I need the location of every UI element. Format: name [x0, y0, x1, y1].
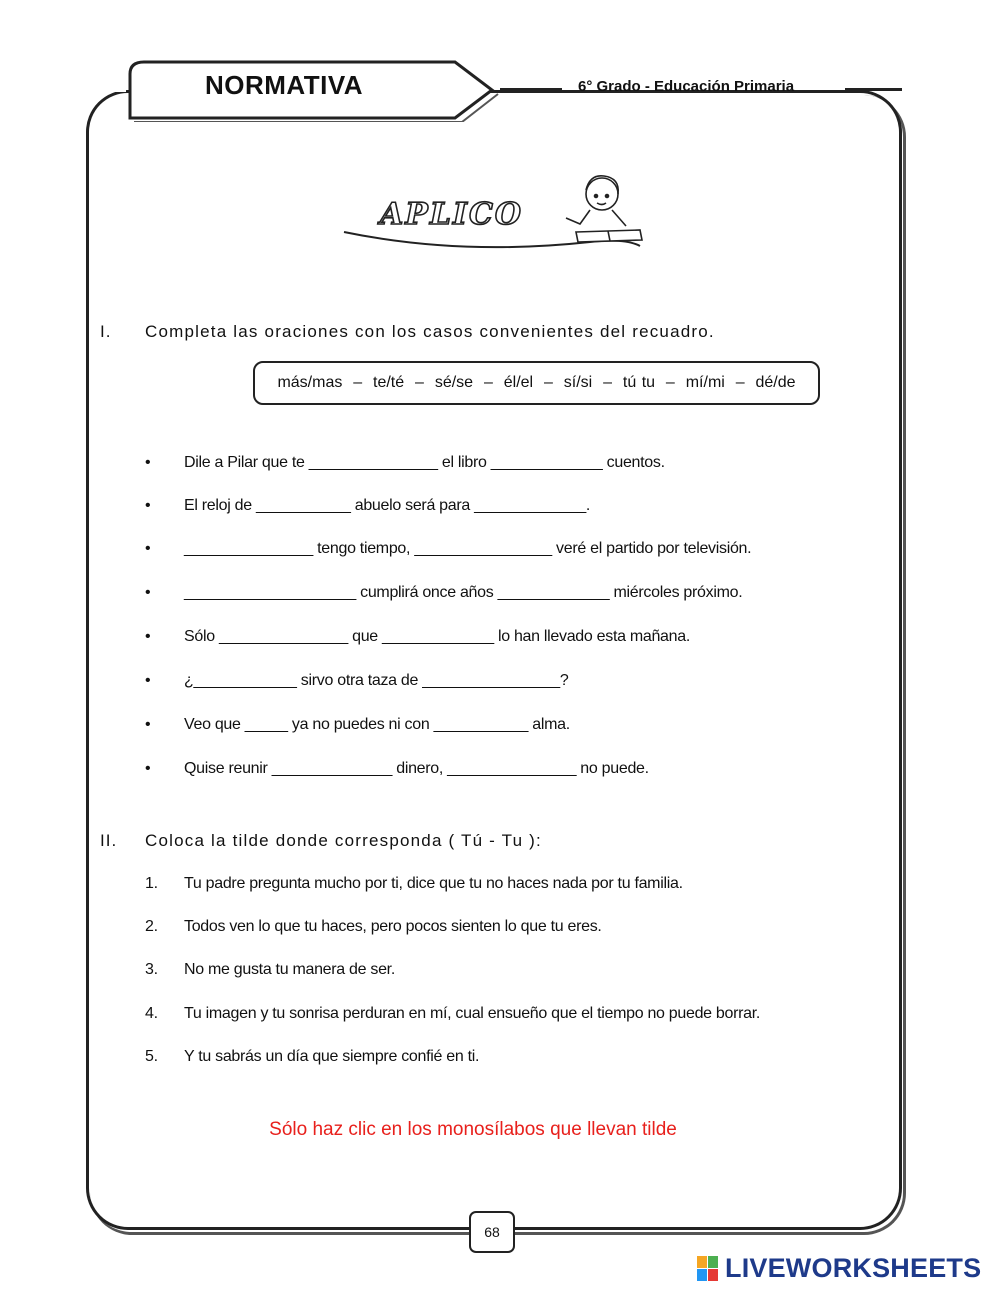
grade-label: 6° Grado - Educación Primaria — [578, 78, 795, 95]
item-text[interactable]: Tu padre pregunta mucho por ti, dice que tu no haces nada por tu familia. — [184, 875, 683, 892]
sentence-text: ¿____________ sirvo otra taza de ________________? — [184, 672, 569, 689]
item-number: 2. — [145, 918, 158, 935]
bullet: • — [145, 716, 151, 733]
item-number: 5. — [145, 1048, 158, 1065]
sentence-row[interactable] — [145, 760, 649, 778]
header-rule-right — [845, 88, 902, 91]
sentence-text: Quise reunir ______________ dinero, _______________ no puede. — [184, 760, 649, 777]
header-rule-left — [500, 88, 562, 91]
sentence-text: El reloj de ___________ abuelo será para _____________. — [184, 497, 591, 514]
sentence-row[interactable] — [145, 497, 590, 515]
item-text[interactable]: Todos ven lo que tu haces, pero pocos sienten lo que tu eres. — [184, 918, 602, 935]
sentence-text: Sólo _______________ que _____________ lo han llevado esta mañana. — [184, 628, 690, 645]
item-number: 1. — [145, 875, 158, 892]
header-gap — [86, 89, 126, 92]
page-title: NORMATIVA — [205, 70, 364, 100]
section2-instruction: Coloca la tilde donde corresponda ( Tú - Tu ): — [145, 831, 542, 850]
item-text[interactable]: Tu imagen y tu sonrisa perduran en mí, cual ensueño que el tiempo no puede borrar. — [184, 1005, 761, 1022]
sentence-row[interactable] — [145, 540, 751, 558]
bullet: • — [145, 760, 151, 777]
list-item[interactable] — [145, 1048, 479, 1066]
brand-logo[interactable] — [697, 1253, 981, 1284]
bullet: • — [145, 540, 151, 557]
sentence-text: _______________ tengo tiempo, ________________ veré el partido por televisión. — [184, 540, 752, 557]
sentence-row[interactable] — [145, 454, 665, 472]
bullet: • — [145, 584, 151, 601]
brand-name: LIVEWORKSHEETS — [725, 1253, 982, 1283]
bullet: • — [145, 497, 151, 514]
sentence-text: ____________________ cumplirá once años _____________ miércoles próximo. — [184, 584, 743, 601]
word-box — [253, 361, 820, 405]
sentence-row[interactable] — [145, 716, 570, 734]
item-number: 4. — [145, 1005, 158, 1022]
bullet: • — [145, 454, 151, 471]
section2-number: II. — [100, 831, 118, 850]
list-item[interactable] — [145, 1005, 760, 1023]
sentence-text: Dile a Pilar que te _______________ el libro _____________ cuentos. — [184, 454, 665, 471]
bullet: • — [145, 628, 151, 645]
page-number-text: 68 — [484, 1224, 500, 1240]
list-item[interactable] — [145, 961, 395, 979]
item-text[interactable]: No me gusta tu manera de ser. — [184, 961, 395, 978]
page-number — [469, 1211, 515, 1253]
list-item[interactable] — [145, 875, 683, 893]
liveworksheets-logo-icon — [697, 1256, 719, 1282]
sentence-text: Veo que _____ ya no puedes ni con ___________ alma. — [184, 716, 570, 733]
section1-instruction: Completa las oraciones con los casos convenientes del recuadro. — [145, 322, 715, 341]
word-box-text: más/mas – te/té – sé/se – él/el – sí/si – tú tu – mí/mi – dé/de — [277, 374, 796, 391]
item-number: 3. — [145, 961, 158, 978]
girl-reading-icon — [566, 176, 642, 242]
bullet: • — [145, 672, 151, 689]
list-item[interactable] — [145, 918, 602, 936]
sentence-row[interactable] — [145, 628, 690, 646]
item-text[interactable]: Y tu sabrás un día que siempre confié en ti. — [184, 1048, 480, 1065]
sentence-row[interactable] — [145, 672, 568, 690]
aplico-title: APLICO — [380, 197, 523, 232]
sentence-row[interactable] — [145, 584, 742, 602]
section1-number: I. — [100, 322, 112, 341]
aplico-banner — [340, 168, 650, 260]
instruction-note: Sólo haz clic en los monosílabos que llevan tilde — [269, 1119, 677, 1140]
